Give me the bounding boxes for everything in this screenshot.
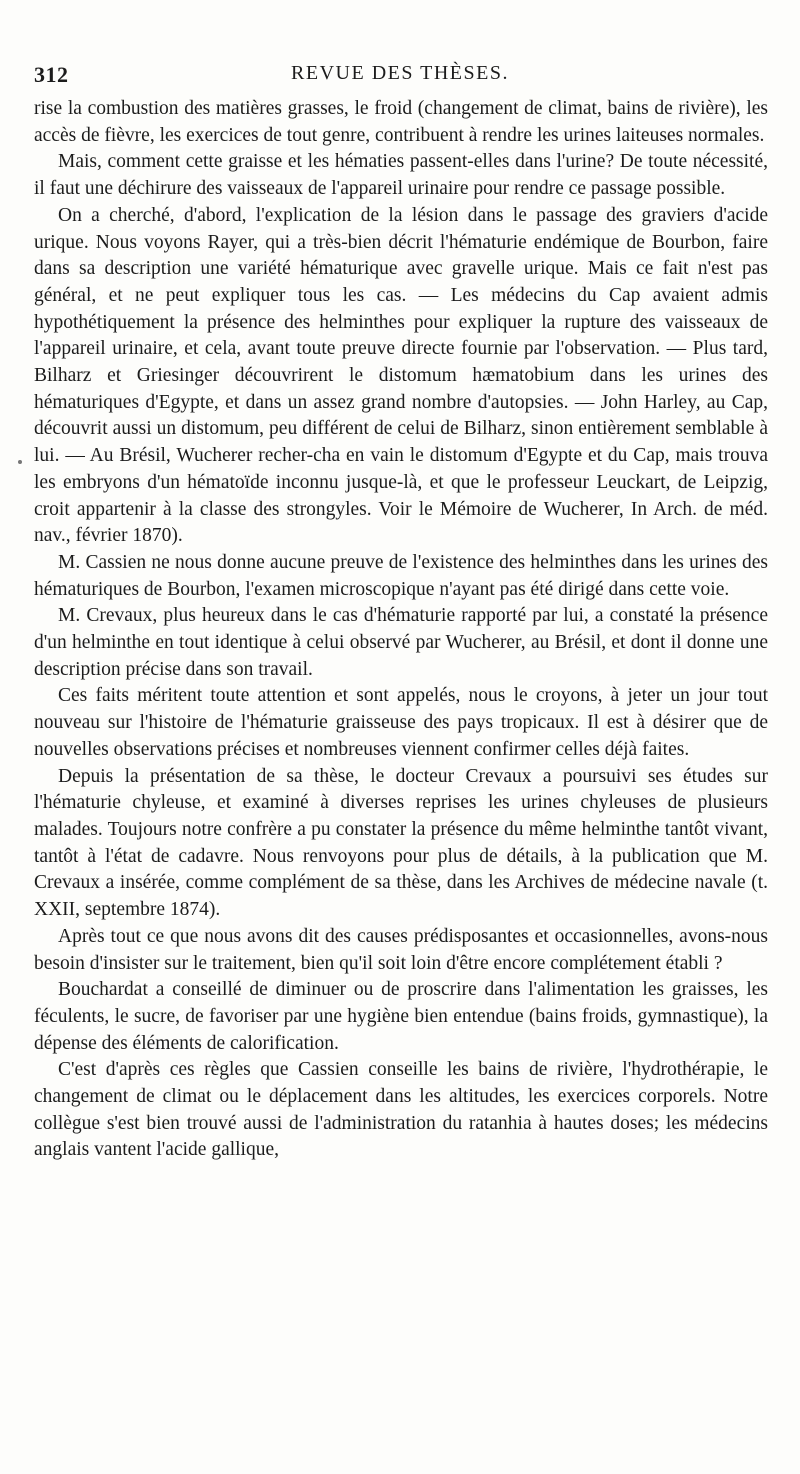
paragraph-9: Bouchardat a conseillé de diminuer ou de proscrire dans l'alimentation les graisses, les féculents, le sucre, de favoriser par une hygiène bien entendue (bains froids, gymnastique), la dépense des éléments de calorification.	[34, 979, 768, 1054]
body-text	[34, 96, 768, 1164]
page-header	[34, 62, 766, 92]
paragraph-10: C'est d'après ces règles que Cassien conseille les bains de rivière, l'hydrothérapie, le changement de climat ou le déplacement dans les altitudes, les exercices corporels. Notre collègue s'est bien trouvé aussi de l'administration du ratanhia à hautes doses; les médecins anglais vantent l'acide gallique,	[34, 1059, 768, 1161]
margin-dot	[18, 460, 22, 464]
paragraph-5: M. Crevaux, plus heureux dans le cas d'hématurie rapporté par lui, a constaté la présence d'un helminthe en tout identique à celui observé par Wucherer, au Brésil, et dont il donne une description précise dans son travail.	[34, 605, 768, 680]
paragraph-2: Mais, comment cette graisse et les hématies passent-elles dans l'urine? De toute nécessité, il faut une déchirure des vaisseaux de l'appareil urinaire pour rendre ce passage possible.	[34, 151, 768, 200]
paragraph-6: Ces faits méritent toute attention et sont appelés, nous le croyons, à jeter un jour tout nouveau sur l'histoire de l'hématurie graisseuse des pays tropicaux. Il est à désirer que de nouvelles observations précises et nombreuses viennent confirmer celles déjà faites.	[34, 685, 768, 760]
running-title: REVUE DES THÈSES.	[291, 62, 509, 84]
paragraph-3: On a cherché, d'abord, l'explication de la lésion dans le passage des graviers d'acide urique. Nous voyons Rayer, qui a très-bien décrit l'hématurie endémique de Bourbon, faire dans sa description une variété hématurique avec gravelle urique. Mais ce fait n'est pas général, et ne peut expliquer tous les cas. — Les médecins du Cap avaient admis hypothétiquement la présence des helminthes pour expliquer la rupture des vaisseaux de l'appareil urinaire, et cela, avant toute preuve directe fournie par l'observation. — Plus tard, Bilharz et Griesinger découvrirent le distomum hæmatobium dans les urines des hématuriques d'Egypte, et dans un assez grand nombre d'autopsies. — John Harley, au Cap, découvrit aussi un distomum, peu différent de celui de Bilharz, sinon entièrement semblable à lui. — Au Brésil, Wucherer recher-cha en vain le distomum d'Egypte et du Cap, mais trouva les embryons d'un hématoïde inconnu jusque-là, et que le professeur Leuckart, de Leipzig, croit appartenir à la classe des strongyles. Voir le Mémoire de Wucherer, In Arch. de méd. nav., février 1870).	[34, 204, 768, 547]
page-number: 312	[34, 62, 69, 87]
paragraph-7: Depuis la présentation de sa thèse, le docteur Crevaux a poursuivi ses études sur l'hématurie chyleuse, et examiné à diverses reprises les urines chyleuses de plusieurs malades. Toujours notre confrère a pu constater la présence du même helminthe tantôt vivant, tantôt à l'état de cadavre. Nous renvoyons pour plus de détails, à la publication que M. Crevaux a insérée, comme complément de sa thèse, dans les Archives de médecine navale (t. XXII, septembre 1874).	[34, 765, 768, 921]
paragraph-1: rise la combustion des matières grasses, le froid (changement de climat, bains de rivière), les accès de fièvre, les exercices de tout genre, contribuent à rendre les urines laiteuses normales.	[34, 98, 768, 146]
paragraph-8: Après tout ce que nous avons dit des causes prédisposantes et occasionnelles, avons-nous besoin d'insister sur le traitement, bien qu'il soit loin d'être encore complétement établi ?	[34, 925, 768, 974]
paragraph-4: M. Cassien ne nous donne aucune preuve de l'existence des helminthes dans les urines des hématuriques de Bourbon, l'examen microscopique n'ayant pas été dirigé dans cette voie.	[34, 551, 768, 600]
